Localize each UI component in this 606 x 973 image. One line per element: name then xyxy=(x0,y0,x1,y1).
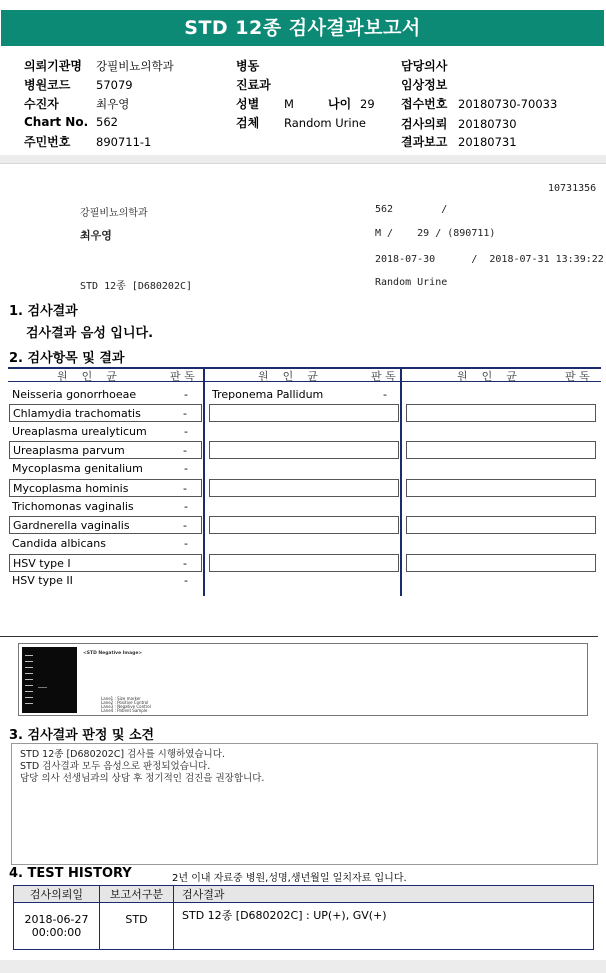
section-4-title: 4. TEST HISTORY xyxy=(9,866,132,881)
field-value: 20180731 xyxy=(458,135,517,149)
field-label: 결과보고 xyxy=(401,135,448,149)
header-field-resident-no xyxy=(24,133,151,150)
pathogen-name: Ureaplasma urealyticum xyxy=(12,425,147,438)
opinion-line: 담당 의사 선생님과의 상담 후 정기적인 검진을 권장합니다. xyxy=(20,773,265,784)
pathogen-result: - xyxy=(183,407,187,420)
result-row xyxy=(209,386,397,404)
history-note: 2년 이내 자료중 병원,성명,생년월일 일치자료 입니다. xyxy=(172,873,407,884)
header-field-chart-no xyxy=(24,115,118,129)
opinion-line: STD 12종 [D680202C] 검사를 시행하였습니다. xyxy=(20,749,225,760)
empty-result-box xyxy=(406,404,596,422)
column-header-result: 판 독 xyxy=(170,370,195,383)
pathogen-name: Neisseria gonorrhoeae xyxy=(12,388,137,401)
header-field-age xyxy=(328,95,375,112)
field-label: 병동 xyxy=(236,59,260,73)
result-row xyxy=(9,441,202,459)
empty-result-box xyxy=(406,516,596,534)
history-header: 보고서구분 xyxy=(100,886,174,903)
pathogen-name: Mycoplasma genitalium xyxy=(12,462,143,475)
grid-divider xyxy=(400,367,402,596)
gel-legend-item: Lane1 : Size marker xyxy=(101,696,141,701)
header-field-ward xyxy=(236,57,284,74)
result-row xyxy=(9,516,202,534)
opinion-box xyxy=(11,743,598,865)
empty-result-box xyxy=(209,404,399,422)
history-date: 2018-06-27 xyxy=(24,913,89,926)
history-header: 검사의뢰일 xyxy=(14,886,100,903)
report-title: STD 12종 검사결과보고서 xyxy=(1,10,604,46)
field-label: 임상정보 xyxy=(401,78,448,92)
result-row xyxy=(9,498,202,516)
header-field-hospital-code xyxy=(24,76,133,93)
empty-result-box xyxy=(209,516,399,534)
field-label: 의뢰기관명 xyxy=(24,59,82,73)
pathogen-result: - xyxy=(184,462,188,475)
gel-band xyxy=(38,687,47,688)
column-header-result: 판 독 xyxy=(565,370,590,383)
empty-result-box xyxy=(209,479,399,497)
patient-chart: 562 / xyxy=(375,204,448,215)
field-value: 57079 xyxy=(96,78,133,92)
field-label: 담당의사 xyxy=(401,59,448,73)
empty-result-box xyxy=(406,441,596,459)
field-value: Random Urine xyxy=(284,116,366,130)
header-field-doctor xyxy=(401,57,458,74)
specimen-code: 10731356 xyxy=(548,183,597,194)
pathogen-result: - xyxy=(184,574,188,587)
pathogen-result: - xyxy=(183,444,187,457)
gel-band xyxy=(25,703,33,704)
pathogen-result: - xyxy=(183,519,187,532)
pathogen-result: - xyxy=(183,482,187,495)
header-field-request-date xyxy=(401,115,517,132)
column-header-result: 판 독 xyxy=(371,370,396,383)
header-divider xyxy=(0,155,606,164)
field-label: Chart No. xyxy=(24,115,89,129)
result-row xyxy=(9,404,202,422)
empty-result-box xyxy=(209,554,399,572)
pathogen-result: - xyxy=(183,557,187,570)
pathogen-name: HSV type I xyxy=(13,557,71,570)
field-value: 20180730-70033 xyxy=(458,97,558,111)
pathogen-result: - xyxy=(184,388,188,401)
header-field-clinic xyxy=(24,57,174,74)
field-label: 접수번호 xyxy=(401,97,448,111)
patient-test: STD 12종 [D680202C] xyxy=(80,281,193,292)
field-value: 29 xyxy=(360,97,375,111)
footer-bar xyxy=(0,960,606,973)
column-header-pathogen: 원 인 균 xyxy=(258,370,318,383)
gel-legend-item: Lane2 : Positive Control xyxy=(101,700,149,705)
patient-name: 최우영 xyxy=(80,229,112,242)
history-table xyxy=(13,885,594,950)
field-label: 수진자 xyxy=(24,97,59,111)
history-header: 검사결과 xyxy=(174,886,594,903)
gel-legend-item: Lane4 : Patient Sample xyxy=(101,708,148,713)
history-result: STD 12종 [D680202C] : UP(+), GV(+) xyxy=(174,903,594,950)
pathogen-name: Treponema Pallidum xyxy=(212,388,324,401)
field-label: 주민번호 xyxy=(24,135,71,149)
empty-result-box xyxy=(406,554,596,572)
field-label: 검체 xyxy=(236,116,260,130)
header-field-patient xyxy=(24,95,129,112)
history-header-row xyxy=(14,886,594,903)
pathogen-name: Ureaplasma parvum xyxy=(13,444,125,457)
gel-band xyxy=(25,673,33,674)
gel-legend-item: Lane3 : Negative Control xyxy=(101,704,151,709)
pathogen-name: Candida albicans xyxy=(12,537,106,550)
section-1-summary: 검사결과 음성 입니다. xyxy=(26,326,154,341)
empty-result-box xyxy=(406,479,596,497)
gel-band xyxy=(25,667,33,668)
pathogen-name: HSV type II xyxy=(12,574,73,587)
header-field-specimen xyxy=(236,114,366,131)
gel-band xyxy=(25,661,33,662)
pathogen-result: - xyxy=(184,537,188,550)
field-value: 890711-1 xyxy=(96,135,152,149)
pathogen-name: Gardnerella vaginalis xyxy=(13,519,130,532)
patient-sex-age: M / 29 / (890711) xyxy=(375,228,496,239)
pathogen-result: - xyxy=(184,500,188,513)
result-row xyxy=(9,572,202,590)
history-row xyxy=(14,903,594,950)
header-field-report-date xyxy=(401,133,517,150)
header-field-department xyxy=(236,76,284,93)
section-2-title: 2. 검사항목 및 결과 xyxy=(9,351,125,366)
field-label: 성별 xyxy=(236,97,260,111)
field-value: 20180730 xyxy=(458,117,517,131)
pathogen-result: - xyxy=(383,388,387,401)
pathogen-name: Mycoplasma hominis xyxy=(13,482,129,495)
pathogen-name: Trichomonas vaginalis xyxy=(12,500,134,513)
field-value: 562 xyxy=(96,115,118,129)
field-value: 최우영 xyxy=(96,97,130,111)
field-label: 진료과 xyxy=(236,78,271,92)
patient-clinic: 강필비뇨의학과 xyxy=(80,208,148,219)
grid-divider xyxy=(203,367,205,596)
gel-band xyxy=(25,679,33,680)
section-divider xyxy=(0,636,598,637)
header-field-clinical-info xyxy=(401,76,458,93)
result-row xyxy=(9,460,202,478)
gel-band xyxy=(25,697,33,698)
field-label: 병원코드 xyxy=(24,78,71,92)
result-row xyxy=(9,386,202,404)
field-label: 검사의뢰 xyxy=(401,117,448,131)
patient-dates: 2018-07-30 / 2018-07-31 13:39:22 xyxy=(375,254,604,265)
gel-band xyxy=(25,691,33,692)
result-row xyxy=(9,479,202,497)
history-date-cell xyxy=(14,903,100,950)
gel-band xyxy=(25,655,33,656)
field-value: 강필비뇨의학과 xyxy=(96,59,174,73)
column-header-pathogen: 원 인 균 xyxy=(57,370,117,383)
gel-band xyxy=(25,685,33,686)
history-type: STD xyxy=(100,903,174,950)
opinion-line: STD 검사결과 모두 음성으로 판정되었습니다. xyxy=(20,761,211,772)
pathogen-result: - xyxy=(184,425,188,438)
column-header-pathogen: 원 인 균 xyxy=(457,370,517,383)
gel-image-panel xyxy=(18,643,588,716)
result-row xyxy=(9,535,202,553)
field-value: M xyxy=(284,97,294,111)
section-3-title: 3. 검사결과 판정 및 소견 xyxy=(9,728,155,743)
header-field-sex xyxy=(236,95,294,112)
result-row xyxy=(9,554,202,572)
patient-specimen: Random Urine xyxy=(375,277,448,288)
section-1-title: 1. 검사결과 xyxy=(9,304,78,319)
gel-image xyxy=(22,647,77,713)
history-time: 00:00:00 xyxy=(31,926,82,939)
gel-caption: <STD Negative Image> xyxy=(83,651,143,656)
pathogen-name: Chlamydia trachomatis xyxy=(13,407,141,420)
result-row xyxy=(9,423,202,441)
field-label: 나이 xyxy=(328,97,352,111)
empty-result-box xyxy=(209,441,399,459)
header-field-receipt-no xyxy=(401,95,557,112)
